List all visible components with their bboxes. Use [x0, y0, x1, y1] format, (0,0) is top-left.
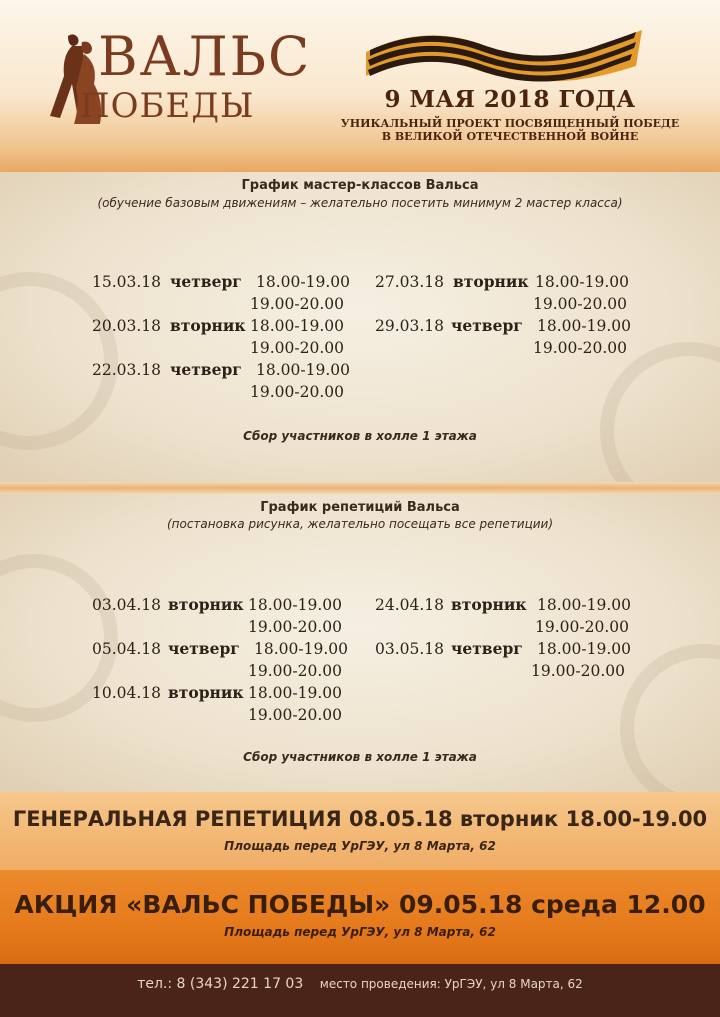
event-desc-line-1: УНИКАЛЬНЫЙ ПРОЕКТ ПОСВЯЩЕННЫЙ ПОБЕДЕ — [340, 117, 680, 130]
schedule-entry — [92, 638, 372, 682]
entry-day: четверг — [168, 639, 240, 658]
entry-time: 19.00-20.00 — [250, 339, 344, 357]
entry-time: 18.00-19.00 — [537, 596, 631, 614]
entry-time: 19.00-20.00 — [248, 662, 342, 680]
rehearsal-note: (постановка рисунка, желательно посещать все репетиции) — [166, 517, 554, 531]
event-date: 9 МАЯ 2018 ГОДА — [384, 86, 636, 113]
entry-date: 24.04.18 — [375, 596, 445, 614]
entry-time: 19.00-20.00 — [248, 706, 342, 724]
entry-day: вторник — [168, 683, 244, 702]
rehearsal-right-column — [375, 594, 655, 682]
masterclass-right-column — [375, 271, 655, 359]
entry-date: 27.03.18 — [375, 273, 445, 291]
entry-time: 19.00-20.00 — [531, 662, 625, 680]
schedule-entry — [375, 594, 655, 638]
entry-date: 03.05.18 — [375, 640, 445, 658]
entry-date: 20.03.18 — [92, 317, 162, 335]
schedule-entry — [92, 594, 372, 638]
schedule-entry — [92, 682, 372, 726]
action-place: Площадь перед УрГЭУ, ул 8 Марта, 62 — [224, 925, 496, 939]
schedule-entry — [375, 638, 655, 682]
entry-time: 18.00-19.00 — [535, 273, 629, 291]
masterclass-note: (обучение базовым движениям – желательно посетить минимум 2 мастер класса) — [97, 196, 623, 210]
entry-time: 19.00-20.00 — [250, 295, 344, 313]
entry-time: 19.00-20.00 — [250, 383, 344, 401]
entry-day: вторник — [453, 272, 529, 291]
entry-time: 18.00-19.00 — [254, 640, 348, 658]
header — [0, 0, 720, 172]
section-divider — [0, 482, 720, 494]
entry-time: 18.00-19.00 — [250, 317, 344, 335]
masterclass-title: График мастер-классов Вальса — [241, 178, 479, 193]
rehearsal-gathering-note: Сбор участников в холле 1 этажа — [243, 750, 477, 764]
entry-time: 18.00-19.00 — [248, 684, 342, 702]
entry-time: 18.00-19.00 — [537, 640, 631, 658]
rehearsal-title: График репетиций Вальса — [260, 500, 460, 515]
entry-date: 29.03.18 — [375, 317, 445, 335]
footer-location: место проведения: УрГЭУ, ул 8 Марта, 62 — [319, 977, 583, 991]
entry-day: вторник — [170, 316, 246, 335]
schedule-entry — [92, 359, 372, 403]
schedule-entry — [92, 315, 372, 359]
entry-time: 19.00-20.00 — [533, 295, 627, 313]
masterclass-left-column — [92, 271, 372, 403]
entry-time: 18.00-19.00 — [256, 361, 350, 379]
logo-subtitle: ПОБЕДЫ — [80, 86, 255, 126]
entry-date: 05.04.18 — [92, 640, 162, 658]
st-george-ribbon-icon — [362, 22, 647, 84]
entry-time: 19.00-20.00 — [248, 618, 342, 636]
footer-phone: тел.: 8 (343) 221 17 03 — [137, 976, 304, 992]
event-description — [320, 117, 700, 143]
entry-day: четверг — [170, 360, 242, 379]
general-rehearsal-title: ГЕНЕРАЛЬНАЯ РЕПЕТИЦИЯ 08.05.18 вторник 18.00-19.00 — [12, 807, 708, 831]
entry-date: 10.04.18 — [92, 684, 162, 702]
logo-title: ВАЛЬС — [98, 25, 312, 88]
entry-date: 22.03.18 — [92, 361, 162, 379]
entry-time: 18.00-19.00 — [537, 317, 631, 335]
masterclass-gathering-note: Сбор участников в холле 1 этажа — [243, 429, 477, 443]
footer-text — [0, 976, 720, 992]
entry-time: 18.00-19.00 — [256, 273, 350, 291]
entry-day: четверг — [170, 272, 242, 291]
schedule-entry — [92, 271, 372, 315]
entry-time: 19.00-20.00 — [535, 618, 629, 636]
entry-day: четверг — [451, 316, 523, 335]
event-desc-line-2: В ВЕЛИКОЙ ОТЕЧЕСТВЕННОЙ ВОЙНЕ — [381, 130, 639, 143]
entry-day: четверг — [451, 639, 523, 658]
entry-date: 15.03.18 — [92, 273, 162, 291]
entry-day: вторник — [168, 595, 244, 614]
entry-time: 19.00-20.00 — [533, 339, 627, 357]
action-title: АКЦИЯ «ВАЛЬС ПОБЕДЫ» 09.05.18 среда 12.00 — [14, 890, 706, 919]
schedule-entry — [375, 271, 655, 315]
entry-date: 03.04.18 — [92, 596, 162, 614]
rehearsal-left-column — [92, 594, 372, 726]
general-rehearsal-band — [0, 792, 720, 870]
general-rehearsal-place: Площадь перед УрГЭУ, ул 8 Марта, 62 — [224, 839, 496, 853]
schedule-entry — [375, 315, 655, 359]
entry-time: 18.00-19.00 — [248, 596, 342, 614]
entry-day: вторник — [451, 595, 527, 614]
